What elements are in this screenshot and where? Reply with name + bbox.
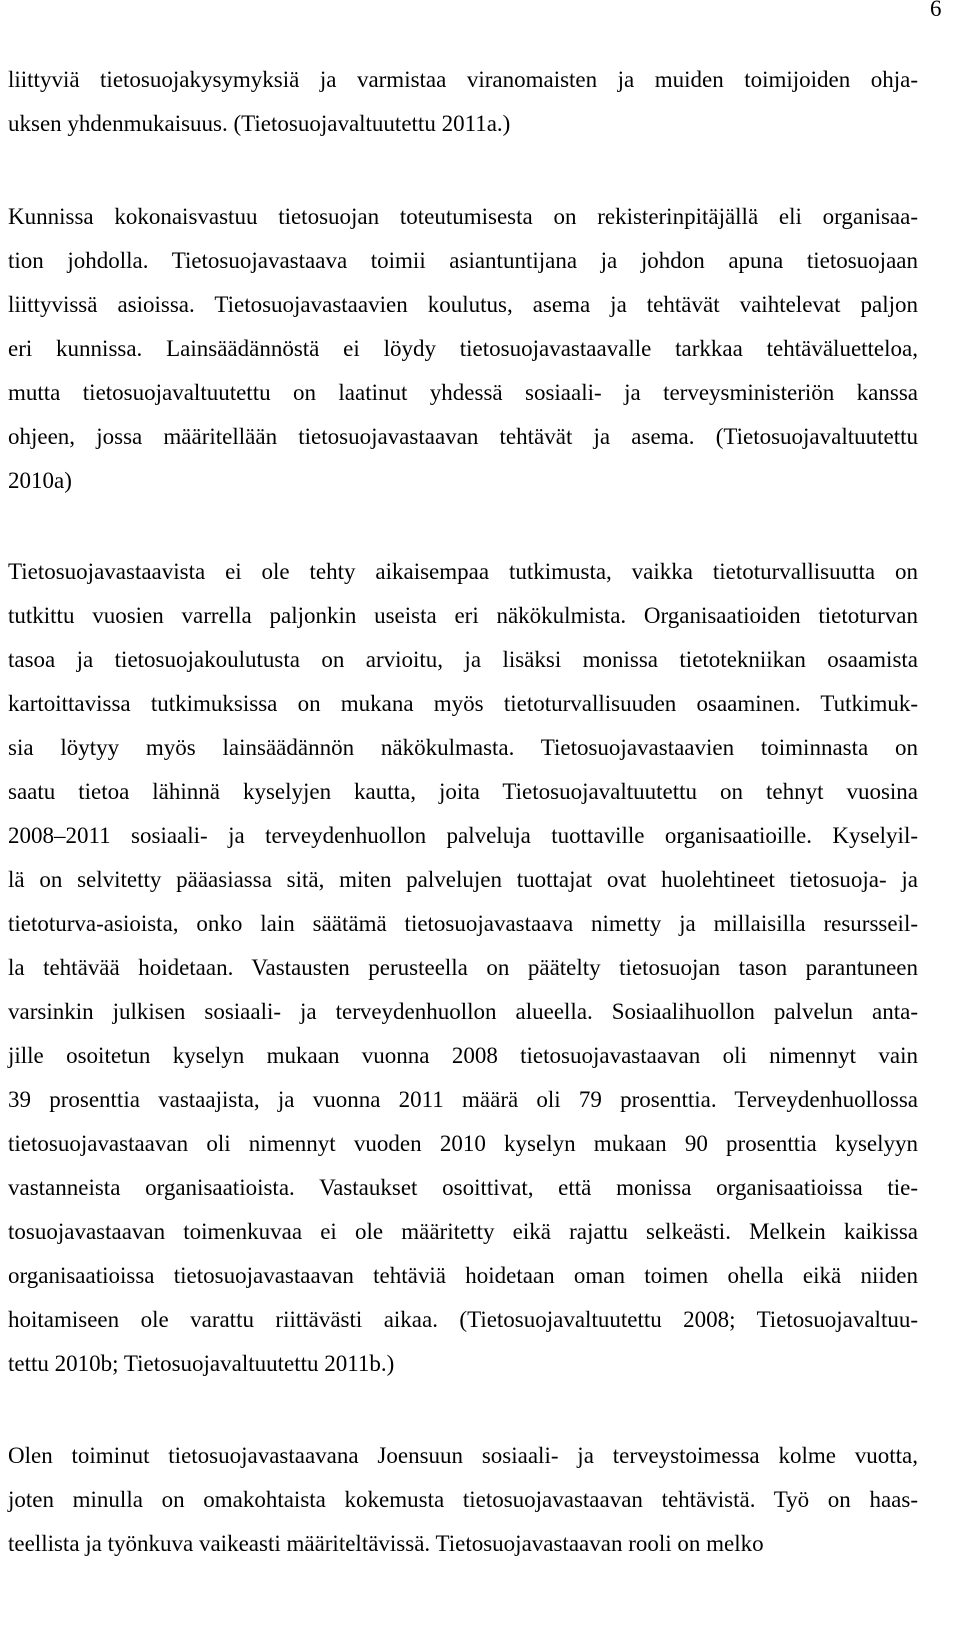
text-line: eri kunnissa. Lainsäädännöstä ei löydy tietosuojavastaavalle tarkkaa tehtäväluetteloa, [8, 336, 918, 361]
text-line: organisaatioissa tietosuojavastaavan tehtäviä hoidetaan oman toimen ohella eikä niiden [8, 1263, 918, 1288]
text-line: kartoittavissa tutkimuksissa on mukana myös tietoturvallisuuden osaaminen. Tutkimuk- [8, 691, 918, 716]
text-line: jille osoitetun kyselyn mukaan vuonna 2008 tietosuojavastaavan oli nimennyt vain [8, 1043, 918, 1068]
text-line: tutkittu vuosien varrella paljonkin useista eri näkökulmista. Organisaatioiden tietoturvan [8, 603, 918, 628]
text-line: tietoturva-asioista, onko lain säätämä tietosuojavastaava nimetty ja millaisilla resursseil- [8, 911, 918, 936]
text-line: Olen toiminut tietosuojavastaavana Joensuun sosiaali- ja terveystoimessa kolme vuotta, [8, 1443, 918, 1468]
text-line: mutta tietosuojavaltuutettu on laatinut yhdessä sosiaali- ja terveysministeriön kanssa [8, 380, 918, 405]
text-line: hoitamiseen ole varattu riittävästi aikaa. (Tietosuojavaltuutettu 2008; Tietosuojavaltuu- [8, 1307, 918, 1332]
paragraph-4 [8, 1434, 918, 1566]
text-line: tosuojavastaavan toimenkuvaa ei ole määritetty eikä rajattu selkeästi. Melkein kaikissa [8, 1219, 918, 1244]
text-line: tettu 2010b; Tietosuojavaltuutettu 2011b.) [8, 1351, 395, 1376]
text-line: tion johdolla. Tietosuojavastaava toimii asiantuntijana ja johdon apuna tietosuojaan [8, 248, 918, 273]
text-line: tasoa ja tietosuojakoulutusta on arvioitu, ja lisäksi monissa tietotekniikan osaamista [8, 647, 918, 672]
text-line: la tehtävää hoidetaan. Vastausten perusteella on päätelty tietosuojan tason parantuneen [8, 955, 918, 980]
text-line: 2010a) [8, 468, 72, 493]
text-line: joten minulla on omakohtaista kokemusta tietosuojavastaavan tehtävistä. Työ on haas- [8, 1487, 918, 1512]
text-line: saatu tietoa lähinnä kyselyjen kautta, joita Tietosuojavaltuutettu on tehnyt vuosina [8, 779, 918, 804]
text-line: lä on selvitetty pääasiassa sitä, miten palvelujen tuottajat ovat huolehtineet tietosuoja- ja [8, 867, 918, 892]
text-line: sia löytyy myös lainsäädännön näkökulmasta. Tietosuojavastaavien toiminnasta on [8, 735, 918, 760]
text-line: 2008–2011 sosiaali- ja terveydenhuollon palveluja tuottaville organisaatioille. Kyselyil- [8, 823, 918, 848]
text-line: Kunnissa kokonaisvastuu tietosuojan toteutumisesta on rekisterinpitäjällä eli organisaa- [8, 204, 918, 229]
text-line: tietosuojavastaavan oli nimennyt vuoden 2010 kyselyn mukaan 90 prosenttia kyselyyn [8, 1131, 918, 1156]
text-line: uksen yhdenmukaisuus. (Tietosuojavaltuutettu 2011a.) [8, 111, 511, 136]
text-line: teellista ja työnkuva vaikeasti määriteltävissä. Tietosuojavastaavan rooli on melko [8, 1531, 764, 1556]
paragraph-3 [8, 550, 918, 1386]
text-line: Tietosuojavastaavista ei ole tehty aikaisempaa tutkimusta, vaikka tietoturvallisuutta on [8, 559, 918, 584]
paragraph-2 [8, 195, 918, 503]
text-line: liittyvissä asioissa. Tietosuojavastaavien koulutus, asema ja tehtävät vaihtelevat paljon [8, 292, 918, 317]
text-line: liittyviä tietosuojakysymyksiä ja varmistaa viranomaisten ja muiden toimijoiden ohja- [8, 67, 918, 92]
text-line: ohjeen, jossa määritellään tietosuojavastaavan tehtävät ja asema. (Tietosuojavaltuutettu [8, 424, 918, 449]
text-line: vastanneista organisaatioista. Vastaukset osoittivat, että monissa organisaatioissa tie- [8, 1175, 918, 1200]
paragraph-1 [8, 58, 918, 146]
text-line: varsinkin julkisen sosiaali- ja terveydenhuollon alueella. Sosiaalihuollon palvelun anta- [8, 999, 918, 1024]
page-number: 6 [930, 0, 942, 21]
text-line: 39 prosenttia vastaajista, ja vuonna 2011 määrä oli 79 prosenttia. Terveydenhuollossa [8, 1087, 918, 1112]
